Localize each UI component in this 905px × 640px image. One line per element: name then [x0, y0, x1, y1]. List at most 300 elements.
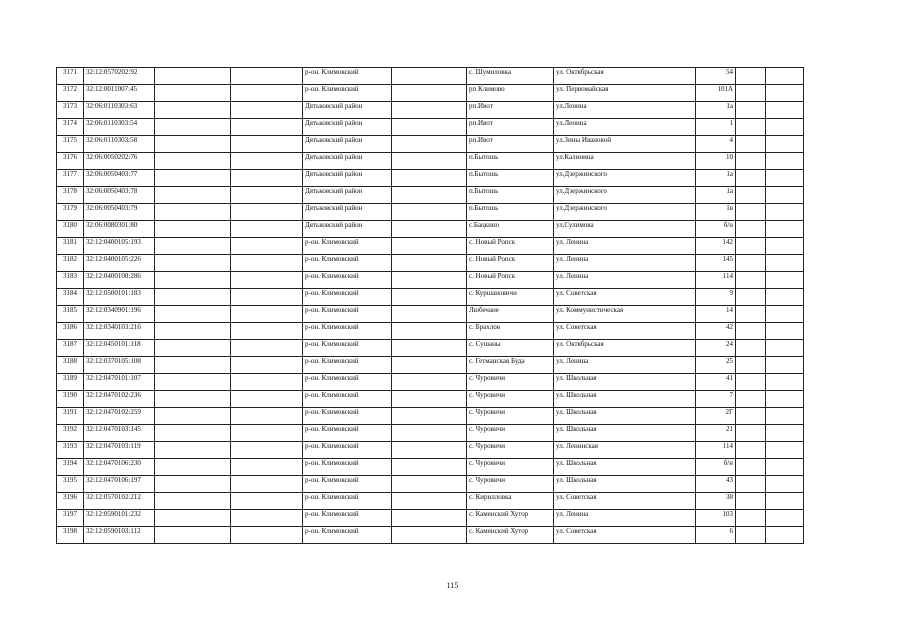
- row-number-cell: 3182: [57, 255, 84, 272]
- blank-cell: [392, 170, 467, 187]
- street-cell: ул.Ленина: [554, 119, 696, 136]
- blank-cell: [766, 204, 804, 221]
- house-number-cell: б/н: [696, 221, 736, 238]
- blank-cell: [155, 442, 231, 459]
- house-number-cell: 101А: [696, 85, 736, 102]
- blank-cell: [392, 289, 467, 306]
- blank-cell: [231, 289, 303, 306]
- blank-cell: [736, 102, 766, 119]
- blank-cell: [231, 340, 303, 357]
- district-cell: Дятьковский район: [303, 204, 392, 221]
- table-row: [57, 357, 804, 374]
- blank-cell: [766, 476, 804, 493]
- blank-cell: [766, 85, 804, 102]
- street-cell: ул. Ленина: [554, 255, 696, 272]
- blank-cell: [231, 391, 303, 408]
- blank-cell: [392, 187, 467, 204]
- blank-cell: [155, 306, 231, 323]
- house-number-cell: 41: [696, 374, 736, 391]
- blank-cell: [736, 340, 766, 357]
- blank-cell: [736, 306, 766, 323]
- row-number-cell: 3180: [57, 221, 84, 238]
- district-cell: р-он. Климовский: [303, 408, 392, 425]
- cadastral-number-cell: 32:12:0470102:259: [84, 408, 155, 425]
- blank-cell: [766, 238, 804, 255]
- cadastral-number-cell: 32:12:0400108:286: [84, 272, 155, 289]
- blank-cell: [231, 476, 303, 493]
- settlement-cell: п.Бытошь: [467, 187, 554, 204]
- blank-cell: [392, 136, 467, 153]
- settlement-cell: с. Брахлов: [467, 323, 554, 340]
- row-number-cell: 3192: [57, 425, 84, 442]
- blank-cell: [231, 493, 303, 510]
- settlement-cell: с. Чуровичи: [467, 459, 554, 476]
- row-number-cell: 3172: [57, 85, 84, 102]
- blank-cell: [155, 374, 231, 391]
- table-row: [57, 221, 804, 238]
- blank-cell: [231, 255, 303, 272]
- district-cell: р-он. Климовский: [303, 272, 392, 289]
- district-cell: р-он. Климовский: [303, 527, 392, 544]
- house-number-cell: 145: [696, 255, 736, 272]
- house-number-cell: 1: [696, 119, 736, 136]
- settlement-cell: с. Кирилловка: [467, 493, 554, 510]
- table-row: [57, 187, 804, 204]
- blank-cell: [231, 136, 303, 153]
- blank-cell: [766, 136, 804, 153]
- blank-cell: [231, 442, 303, 459]
- blank-cell: [231, 357, 303, 374]
- table-row: [57, 153, 804, 170]
- house-number-cell: 21: [696, 425, 736, 442]
- settlement-cell: с.Бацкино: [467, 221, 554, 238]
- street-cell: ул. Школьная: [554, 476, 696, 493]
- house-number-cell: 9: [696, 289, 736, 306]
- house-number-cell: 6: [696, 527, 736, 544]
- settlement-cell: рп Климово: [467, 85, 554, 102]
- blank-cell: [155, 527, 231, 544]
- district-cell: Дятьковский район: [303, 187, 392, 204]
- cadastral-number-cell: 32:12:0500101:183: [84, 289, 155, 306]
- district-cell: р-он. Климовский: [303, 323, 392, 340]
- street-cell: ул. Ленина: [554, 510, 696, 527]
- blank-cell: [392, 68, 467, 85]
- district-cell: р-он. Климовский: [303, 493, 392, 510]
- row-number-cell: 3183: [57, 272, 84, 289]
- blank-cell: [736, 255, 766, 272]
- row-number-cell: 3190: [57, 391, 84, 408]
- blank-cell: [736, 323, 766, 340]
- blank-cell: [766, 510, 804, 527]
- blank-cell: [736, 289, 766, 306]
- blank-cell: [392, 255, 467, 272]
- house-number-cell: 103: [696, 510, 736, 527]
- street-cell: ул. Ленина: [554, 272, 696, 289]
- blank-cell: [736, 357, 766, 374]
- blank-cell: [766, 221, 804, 238]
- table-row: [57, 136, 804, 153]
- table-row: [57, 510, 804, 527]
- district-cell: Дятьковский район: [303, 119, 392, 136]
- table-row: [57, 391, 804, 408]
- street-cell: ул.Дзержинского: [554, 187, 696, 204]
- row-number-cell: 3178: [57, 187, 84, 204]
- table-row: [57, 425, 804, 442]
- street-cell: ул.Ленина: [554, 102, 696, 119]
- house-number-cell: 25: [696, 357, 736, 374]
- registry-table: [56, 67, 804, 544]
- blank-cell: [155, 255, 231, 272]
- blank-cell: [155, 459, 231, 476]
- blank-cell: [392, 391, 467, 408]
- settlement-cell: п.Бытошь: [467, 170, 554, 187]
- settlement-cell: рп.Ивот: [467, 119, 554, 136]
- blank-cell: [766, 493, 804, 510]
- house-number-cell: 42: [696, 323, 736, 340]
- street-cell: ул. Октябрьская: [554, 68, 696, 85]
- blank-cell: [736, 374, 766, 391]
- table-row: [57, 323, 804, 340]
- settlement-cell: рп.Ивот: [467, 136, 554, 153]
- table-row: [57, 204, 804, 221]
- settlement-cell: п.Бытошь: [467, 204, 554, 221]
- blank-cell: [155, 68, 231, 85]
- table-row: [57, 476, 804, 493]
- blank-cell: [736, 391, 766, 408]
- blank-cell: [231, 221, 303, 238]
- row-number-cell: 3179: [57, 204, 84, 221]
- blank-cell: [155, 102, 231, 119]
- blank-cell: [766, 527, 804, 544]
- blank-cell: [766, 289, 804, 306]
- cadastral-number-cell: 32:12:0470106:230: [84, 459, 155, 476]
- blank-cell: [392, 340, 467, 357]
- cadastral-number-cell: 32:12:0470103:145: [84, 425, 155, 442]
- house-number-cell: б/н: [696, 459, 736, 476]
- blank-cell: [736, 170, 766, 187]
- row-number-cell: 3187: [57, 340, 84, 357]
- street-cell: ул.Дзержинского: [554, 204, 696, 221]
- house-number-cell: 114: [696, 442, 736, 459]
- settlement-cell: с. Чуровичи: [467, 391, 554, 408]
- street-cell: ул. Школьная: [554, 459, 696, 476]
- settlement-cell: с. Чуровичи: [467, 476, 554, 493]
- blank-cell: [155, 510, 231, 527]
- table-row: [57, 272, 804, 289]
- blank-cell: [736, 221, 766, 238]
- district-cell: р-он. Климовский: [303, 289, 392, 306]
- blank-cell: [392, 102, 467, 119]
- blank-cell: [766, 323, 804, 340]
- street-cell: ул. Школьная: [554, 425, 696, 442]
- blank-cell: [736, 85, 766, 102]
- blank-cell: [766, 357, 804, 374]
- blank-cell: [392, 85, 467, 102]
- row-number-cell: 3171: [57, 68, 84, 85]
- street-cell: ул. Школьная: [554, 391, 696, 408]
- table-row: [57, 306, 804, 323]
- table-row: [57, 170, 804, 187]
- blank-cell: [736, 408, 766, 425]
- blank-cell: [155, 493, 231, 510]
- blank-cell: [231, 68, 303, 85]
- blank-cell: [766, 425, 804, 442]
- blank-cell: [155, 170, 231, 187]
- blank-cell: [155, 119, 231, 136]
- cadastral-number-cell: 32:12:0470103:119: [84, 442, 155, 459]
- blank-cell: [231, 272, 303, 289]
- cadastral-number-cell: 32:06:0110303:58: [84, 136, 155, 153]
- blank-cell: [392, 442, 467, 459]
- blank-cell: [155, 340, 231, 357]
- blank-cell: [766, 187, 804, 204]
- cadastral-number-cell: 32:12:0590101:232: [84, 510, 155, 527]
- blank-cell: [231, 510, 303, 527]
- settlement-cell: с. Сушаны: [467, 340, 554, 357]
- row-number-cell: 3197: [57, 510, 84, 527]
- cadastral-number-cell: 32:06:0050403:77: [84, 170, 155, 187]
- row-number-cell: 3174: [57, 119, 84, 136]
- blank-cell: [231, 323, 303, 340]
- row-number-cell: 3175: [57, 136, 84, 153]
- row-number-cell: 3191: [57, 408, 84, 425]
- settlement-cell: с. Шумиловка: [467, 68, 554, 85]
- blank-cell: [155, 289, 231, 306]
- blank-cell: [736, 527, 766, 544]
- settlement-cell: с. Новый Ропск: [467, 255, 554, 272]
- house-number-cell: 54: [696, 68, 736, 85]
- cadastral-number-cell: 32:12:0011007:45: [84, 85, 155, 102]
- blank-cell: [736, 153, 766, 170]
- table-row: [57, 442, 804, 459]
- blank-cell: [392, 306, 467, 323]
- settlement-cell: Любечане: [467, 306, 554, 323]
- blank-cell: [155, 136, 231, 153]
- street-cell: ул. Первомайская: [554, 85, 696, 102]
- street-cell: ул. Советская: [554, 493, 696, 510]
- table-row: [57, 102, 804, 119]
- district-cell: Дятьковский район: [303, 170, 392, 187]
- district-cell: р-он. Климовский: [303, 340, 392, 357]
- blank-cell: [766, 255, 804, 272]
- house-number-cell: 1а: [696, 102, 736, 119]
- house-number-cell: 2Г: [696, 408, 736, 425]
- street-cell: ул.Зины Ивановой: [554, 136, 696, 153]
- blank-cell: [231, 204, 303, 221]
- blank-cell: [766, 459, 804, 476]
- blank-cell: [155, 153, 231, 170]
- district-cell: р-он. Климовский: [303, 459, 392, 476]
- district-cell: Дятьковский район: [303, 153, 392, 170]
- blank-cell: [155, 85, 231, 102]
- row-number-cell: 3186: [57, 323, 84, 340]
- blank-cell: [231, 187, 303, 204]
- blank-cell: [766, 68, 804, 85]
- settlement-cell: с. Новый Ропск: [467, 238, 554, 255]
- blank-cell: [392, 153, 467, 170]
- district-cell: р-он. Климовский: [303, 255, 392, 272]
- street-cell: ул. Советская: [554, 289, 696, 306]
- page-number: 115: [446, 581, 459, 590]
- blank-cell: [736, 204, 766, 221]
- settlement-cell: с. Каменский Хутор: [467, 510, 554, 527]
- table-row: [57, 374, 804, 391]
- blank-cell: [392, 272, 467, 289]
- blank-cell: [155, 476, 231, 493]
- row-number-cell: 3184: [57, 289, 84, 306]
- table-body: [57, 68, 804, 544]
- house-number-cell: 10: [696, 153, 736, 170]
- blank-cell: [736, 476, 766, 493]
- cadastral-number-cell: 32:12:0470101:107: [84, 374, 155, 391]
- cadastral-number-cell: 32:12:0470102:236: [84, 391, 155, 408]
- blank-cell: [392, 238, 467, 255]
- blank-cell: [155, 221, 231, 238]
- district-cell: р-он. Климовский: [303, 476, 392, 493]
- blank-cell: [766, 442, 804, 459]
- blank-cell: [392, 119, 467, 136]
- blank-cell: [766, 340, 804, 357]
- blank-cell: [231, 153, 303, 170]
- cadastral-number-cell: 32:06:0110303:54: [84, 119, 155, 136]
- street-cell: ул. Школьная: [554, 408, 696, 425]
- blank-cell: [155, 272, 231, 289]
- street-cell: ул.Дзержинского: [554, 170, 696, 187]
- row-number-cell: 3198: [57, 527, 84, 544]
- street-cell: ул. Ленинская: [554, 442, 696, 459]
- blank-cell: [766, 391, 804, 408]
- blank-cell: [231, 425, 303, 442]
- table-row: [57, 493, 804, 510]
- blank-cell: [766, 170, 804, 187]
- settlement-cell: с. Чуровичи: [467, 408, 554, 425]
- cadastral-number-cell: 32:12:0400105:193: [84, 238, 155, 255]
- row-number-cell: 3194: [57, 459, 84, 476]
- street-cell: ул. Ленина: [554, 357, 696, 374]
- district-cell: Дятьковский район: [303, 102, 392, 119]
- settlement-cell: с. Каменский Хутор: [467, 527, 554, 544]
- blank-cell: [766, 102, 804, 119]
- blank-cell: [155, 425, 231, 442]
- row-number-cell: 3185: [57, 306, 84, 323]
- blank-cell: [231, 238, 303, 255]
- settlement-cell: с. Чуровичи: [467, 425, 554, 442]
- house-number-cell: 43: [696, 476, 736, 493]
- district-cell: р-он. Климовский: [303, 425, 392, 442]
- blank-cell: [392, 527, 467, 544]
- house-number-cell: 4: [696, 136, 736, 153]
- table-row: [57, 255, 804, 272]
- settlement-cell: с. Новый Ропск: [467, 272, 554, 289]
- blank-cell: [392, 408, 467, 425]
- district-cell: р-он. Климовский: [303, 85, 392, 102]
- street-cell: ул. Школьная: [554, 374, 696, 391]
- house-number-cell: 142: [696, 238, 736, 255]
- district-cell: Дятьковский район: [303, 136, 392, 153]
- blank-cell: [231, 459, 303, 476]
- house-number-cell: 24: [696, 340, 736, 357]
- blank-cell: [736, 136, 766, 153]
- blank-cell: [736, 442, 766, 459]
- blank-cell: [231, 102, 303, 119]
- street-cell: ул.Калинина: [554, 153, 696, 170]
- blank-cell: [392, 510, 467, 527]
- settlement-cell: рп.Ивот: [467, 102, 554, 119]
- street-cell: ул. Советская: [554, 527, 696, 544]
- blank-cell: [231, 306, 303, 323]
- cadastral-number-cell: 32:12:0400105:226: [84, 255, 155, 272]
- district-cell: р-он. Климовский: [303, 306, 392, 323]
- table-row: [57, 340, 804, 357]
- blank-cell: [392, 357, 467, 374]
- row-number-cell: 3181: [57, 238, 84, 255]
- cadastral-number-cell: 32:12:0590103:112: [84, 527, 155, 544]
- cadastral-number-cell: 32:12:0340103:216: [84, 323, 155, 340]
- row-number-cell: 3189: [57, 374, 84, 391]
- settlement-cell: с. Чуровичи: [467, 442, 554, 459]
- table-row: [57, 459, 804, 476]
- cadastral-number-cell: 32:06:0110303:63: [84, 102, 155, 119]
- blank-cell: [766, 153, 804, 170]
- blank-cell: [155, 187, 231, 204]
- blank-cell: [736, 510, 766, 527]
- table-row: [57, 408, 804, 425]
- blank-cell: [766, 272, 804, 289]
- settlement-cell: п.Бытошь: [467, 153, 554, 170]
- blank-cell: [392, 221, 467, 238]
- table-row: [57, 238, 804, 255]
- cadastral-number-cell: 32:12:0340901:196: [84, 306, 155, 323]
- blank-cell: [155, 408, 231, 425]
- table-row: [57, 527, 804, 544]
- blank-cell: [392, 459, 467, 476]
- house-number-cell: 1а: [696, 187, 736, 204]
- settlement-cell: с. Гетманская Буда: [467, 357, 554, 374]
- cadastral-number-cell: 32:12:0470106:197: [84, 476, 155, 493]
- blank-cell: [766, 408, 804, 425]
- row-number-cell: 3195: [57, 476, 84, 493]
- district-cell: р-он. Климовский: [303, 68, 392, 85]
- street-cell: ул. Октябрьская: [554, 340, 696, 357]
- blank-cell: [392, 476, 467, 493]
- blank-cell: [392, 374, 467, 391]
- district-cell: р-он. Климовский: [303, 374, 392, 391]
- row-number-cell: 3193: [57, 442, 84, 459]
- row-number-cell: 3176: [57, 153, 84, 170]
- blank-cell: [231, 374, 303, 391]
- table-row: [57, 119, 804, 136]
- blank-cell: [766, 119, 804, 136]
- district-cell: Дятьковский район: [303, 221, 392, 238]
- blank-cell: [736, 187, 766, 204]
- blank-cell: [736, 238, 766, 255]
- settlement-cell: с. Чуровичи: [467, 374, 554, 391]
- house-number-cell: 38: [696, 493, 736, 510]
- house-number-cell: 1а: [696, 170, 736, 187]
- blank-cell: [231, 527, 303, 544]
- blank-cell: [736, 272, 766, 289]
- table-row: [57, 85, 804, 102]
- district-cell: р-он. Климовский: [303, 442, 392, 459]
- cadastral-number-cell: 32:12:0570202:92: [84, 68, 155, 85]
- blank-cell: [155, 204, 231, 221]
- cadastral-number-cell: 32:06:0050202:76: [84, 153, 155, 170]
- blank-cell: [736, 68, 766, 85]
- cadastral-number-cell: 32:12:0450101:118: [84, 340, 155, 357]
- blank-cell: [392, 204, 467, 221]
- house-number-cell: 1в: [696, 204, 736, 221]
- blank-cell: [736, 425, 766, 442]
